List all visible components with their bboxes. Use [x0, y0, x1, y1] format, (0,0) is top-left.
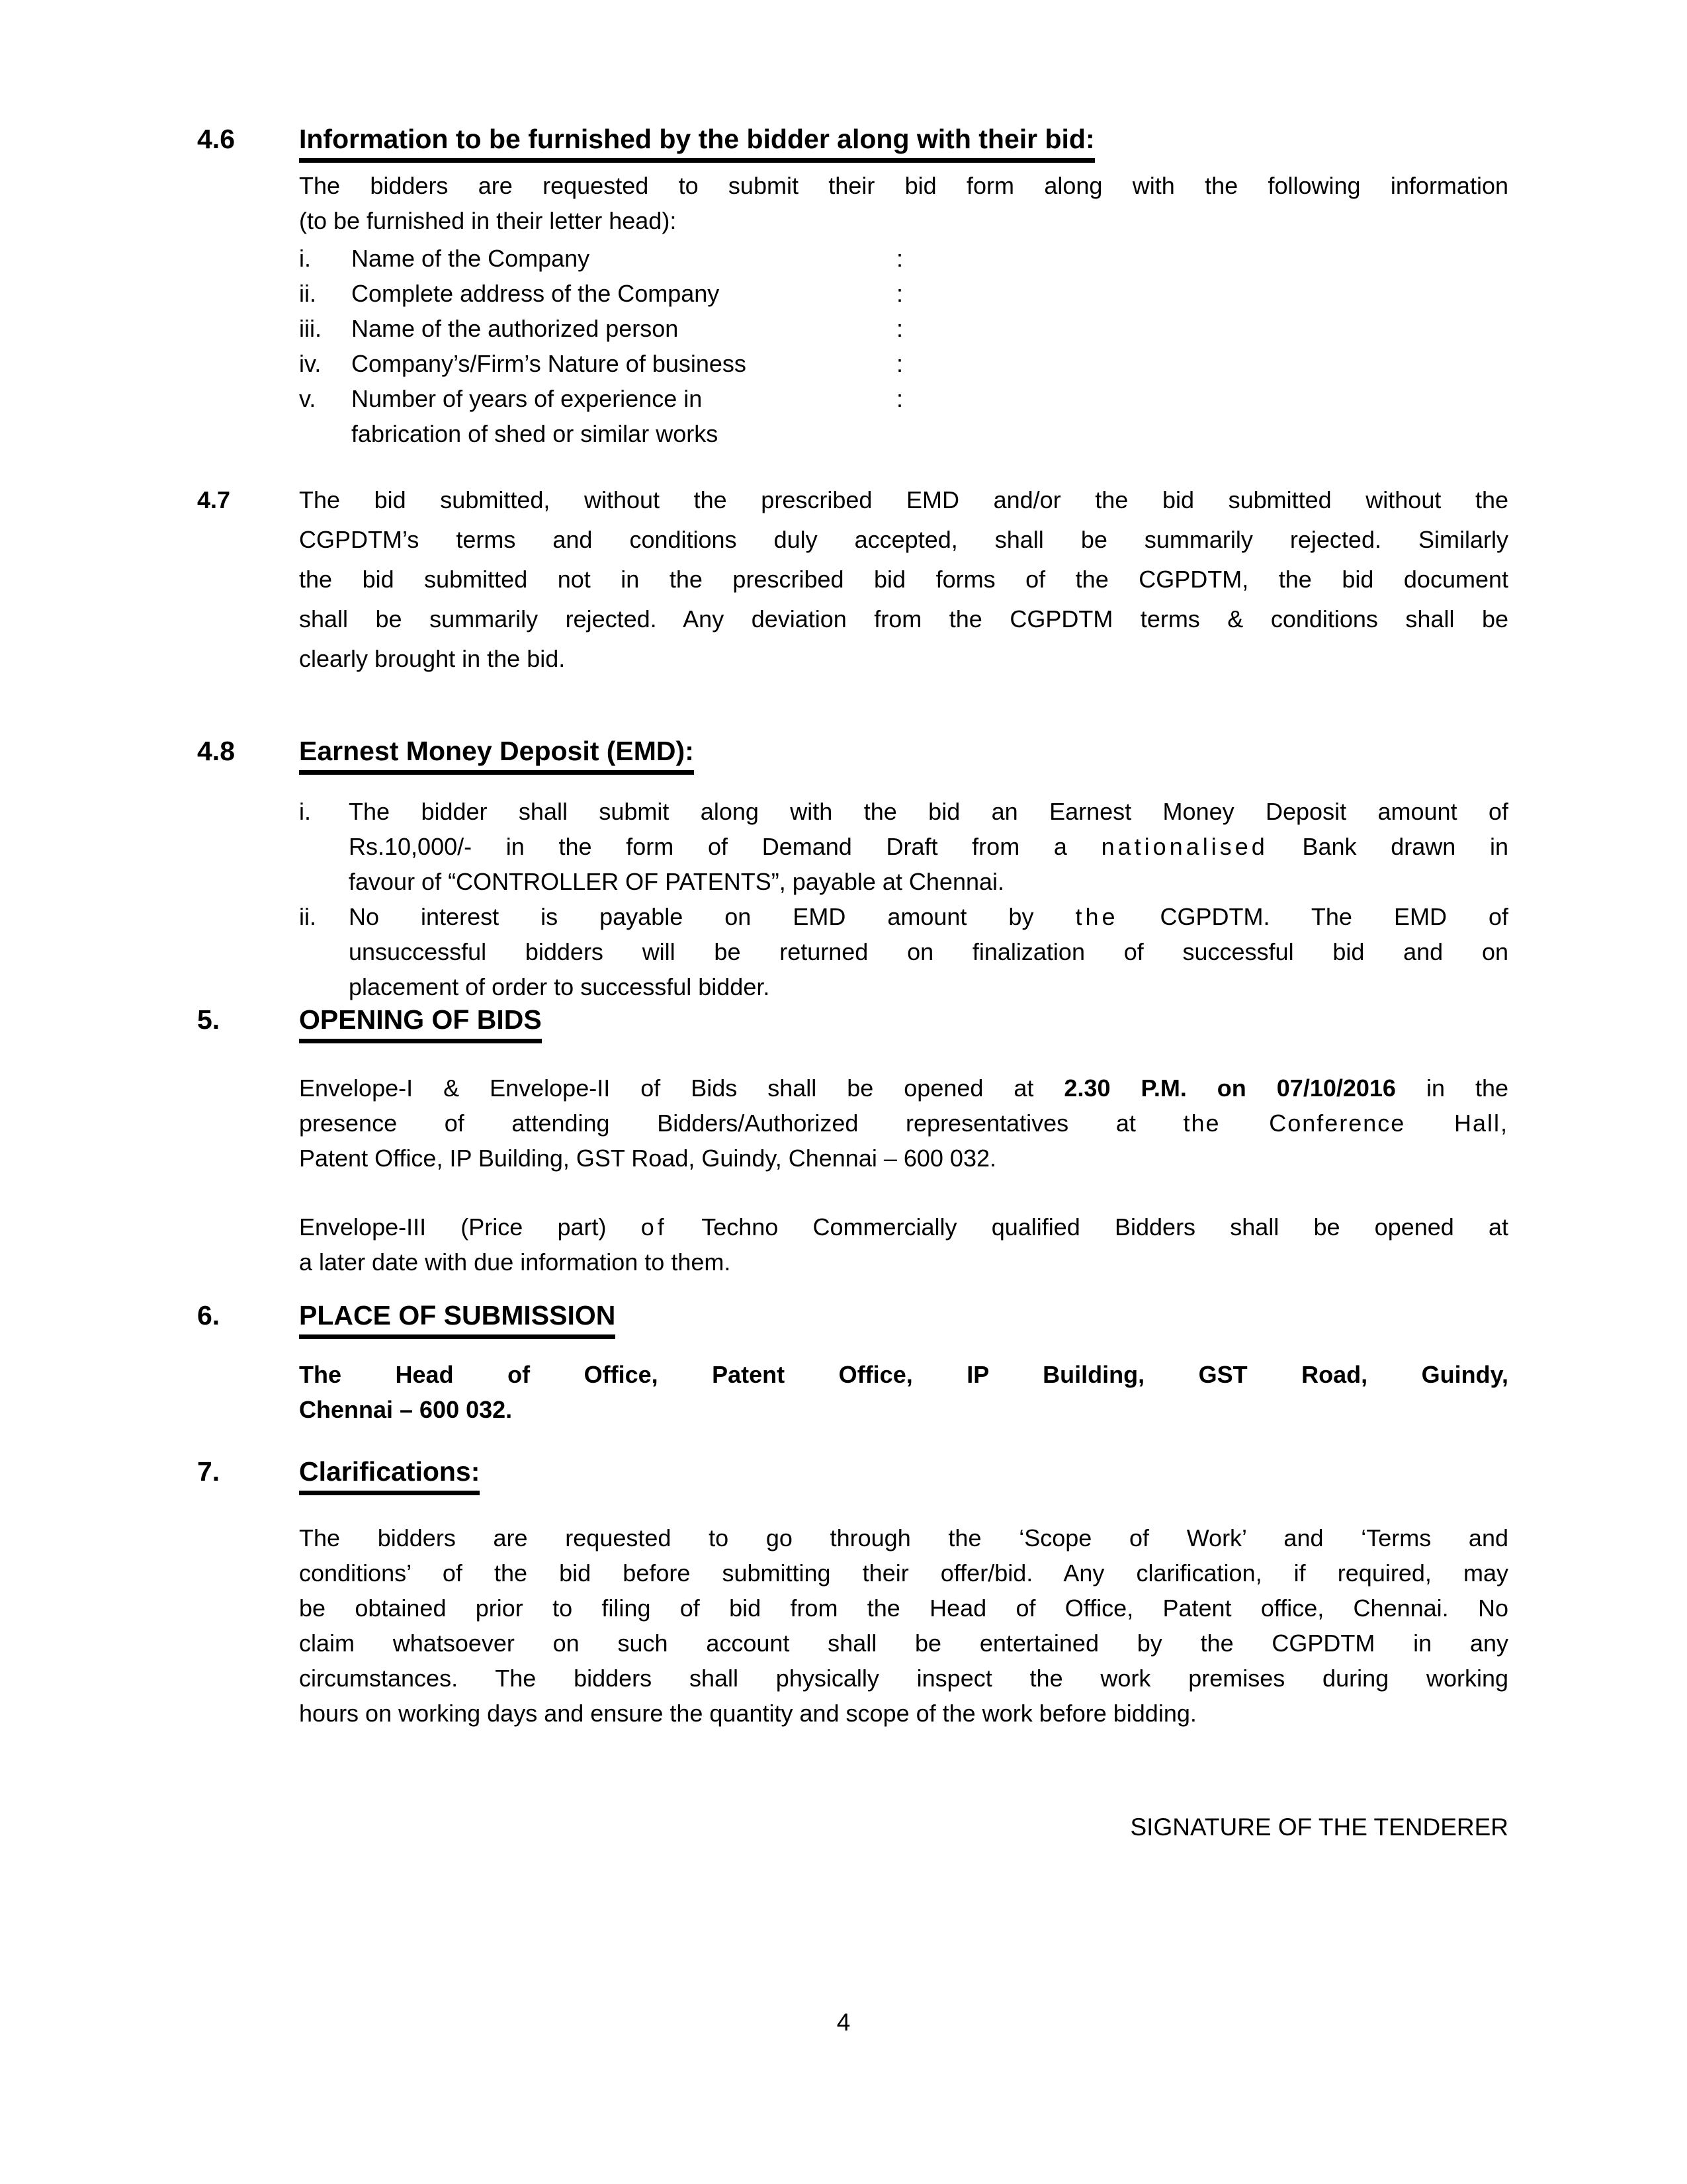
- opening-paragraph-2: [299, 1209, 1508, 1280]
- paragraph-line: a later date with due information to them.: [299, 1248, 731, 1276]
- text-segment: in the: [1395, 1074, 1508, 1102]
- list-item-text: Complete address of the Company: [351, 280, 720, 307]
- list-item-numeral: ii.: [299, 280, 316, 307]
- section-number: 6.: [197, 1300, 220, 1331]
- paragraph-line: unsuccessful bidders will be returned on finalization of successful bid and on: [349, 938, 1508, 965]
- paragraph-line: Chennai – 600 032.: [299, 1396, 513, 1423]
- paragraph-line: The Head of Office, Patent Office, IP Building, GST Road, Guindy,: [299, 1361, 1508, 1388]
- list-item-numeral: iii.: [299, 315, 322, 342]
- clarifications-paragraph: [299, 1520, 1508, 1731]
- list-item-text: Name of the authorized person: [351, 315, 679, 342]
- opening-paragraph-1: [299, 1070, 1508, 1176]
- text-segment: nationalised: [1101, 833, 1268, 860]
- text-segment: the Conference Hall,: [1183, 1110, 1508, 1137]
- section-4-6-intro: [299, 168, 1508, 238]
- text-segment: Envelope-III (Price part): [299, 1213, 641, 1241]
- list-item-colon: :: [896, 280, 904, 307]
- paragraph-line: [299, 1106, 1508, 1141]
- paragraph-line: [299, 1209, 1508, 1245]
- paragraph-line: The bid submitted, without the prescribed EMD and/or the bid submitted without the: [299, 486, 1508, 513]
- paragraph-line: [299, 1070, 1508, 1106]
- paragraph-line: shall be summarily rejected. Any deviation from the CGPDTM terms & conditions shall be: [299, 605, 1508, 633]
- paragraph-line: Patent Office, IP Building, GST Road, Guindy, Chennai – 600 032.: [299, 1145, 997, 1172]
- section-heading: OPENING OF BIDS: [299, 1001, 1508, 1038]
- list-item: [299, 276, 1508, 311]
- paragraph-line: conditions’ of the bid before submitting their offer/bid. Any clarification, if required, may: [299, 1559, 1508, 1587]
- paragraph-line: (to be furnished in their letter head):: [299, 207, 677, 234]
- list-item: [299, 311, 1508, 346]
- section-heading: Earnest Money Deposit (EMD):: [299, 732, 1508, 769]
- paragraph-line: the bid submitted not in the prescribed bid forms of the CGPDTM, the bid document: [299, 566, 1508, 593]
- list-item-numeral: iv.: [299, 350, 322, 377]
- list-item-colon: :: [896, 245, 904, 272]
- section-5: [197, 1001, 1508, 1280]
- paragraph-line: [349, 899, 1508, 934]
- list-item-colon: :: [896, 350, 904, 377]
- list-item-text: Company’s/Firm’s Nature of business: [351, 350, 746, 377]
- paragraph-line: The bidders are requested to go through the ‘Scope of Work’ and ‘Terms and: [299, 1524, 1508, 1551]
- text-segment: Bank drawn in: [1268, 833, 1508, 860]
- list-item-text: Number of years of experience in: [351, 385, 703, 412]
- section-number: 4.6: [197, 124, 235, 154]
- list-item-colon: :: [896, 315, 904, 342]
- signature-line: SIGNATURE OF THE TENDERER: [1130, 1813, 1508, 1841]
- text-segment: Envelope-I & Envelope-II of Bids shall be opened at: [299, 1074, 1064, 1102]
- list-item: [299, 346, 1508, 381]
- paragraph-line: placement of order to successful bidder.: [349, 973, 770, 1000]
- text-segment: presence of attending Bidders/Authorized representatives at: [299, 1110, 1184, 1137]
- paragraph-line: [349, 829, 1508, 864]
- text-segment: Rs.10,000/- in the form of Demand Draft from a: [349, 833, 1102, 860]
- paragraph-line: circumstances. The bidders shall physically inspect the work premises during working: [299, 1665, 1508, 1692]
- section-number: 5.: [197, 1004, 220, 1035]
- text-segment: Techno Commercially qualified Bidders shall be opened at: [667, 1213, 1509, 1241]
- section-number: 4.8: [197, 736, 235, 766]
- paragraph-line: be obtained prior to filing of bid from the Head of Office, Patent office, Chennai. No: [299, 1594, 1508, 1622]
- section-heading: PLACE OF SUBMISSION: [299, 1297, 1508, 1334]
- text-segment: No interest is payable on EMD amount by: [349, 903, 1076, 930]
- section-heading: Information to be furnished by the bidder along with their bid:: [299, 120, 1508, 157]
- list-item: [299, 241, 1508, 276]
- list-item-numeral: v.: [299, 385, 316, 412]
- section-4-6: [197, 120, 1508, 451]
- list-item-text: Name of the Company: [351, 245, 590, 272]
- text-segment: CGPDTM. The EMD of: [1118, 903, 1508, 930]
- paragraph-line: clearly brought in the bid.: [299, 645, 566, 672]
- paragraph-line: hours on working days and ensure the quantity and scope of the work before bidding.: [299, 1700, 1197, 1727]
- text-segment: of: [640, 1213, 668, 1241]
- section-6: [197, 1297, 1508, 1427]
- section-4-7: [197, 480, 1508, 679]
- text-segment: the: [1075, 903, 1119, 930]
- bidder-info-list: [299, 241, 1508, 451]
- section-4-8: [197, 732, 1508, 1004]
- list-item-numeral: ii.: [299, 903, 316, 930]
- paragraph-line: CGPDTM’s terms and conditions duly accepted, shall be summarily rejected. Similarly: [299, 526, 1508, 553]
- paragraph-line: The bidders are requested to submit their bid form along with the following information: [299, 172, 1508, 199]
- text-segment: 2.30 P.M. on 07/10/2016: [1064, 1074, 1396, 1102]
- list-item: [299, 381, 1508, 416]
- emd-item-2: [299, 899, 1508, 1004]
- list-item-numeral: i.: [299, 245, 311, 272]
- paragraph-line: favour of “CONTROLLER OF PATENTS”, payable at Chennai.: [349, 868, 1005, 895]
- paragraph-line: The bidder shall submit along with the bid an Earnest Money Deposit amount of: [349, 798, 1508, 825]
- submission-paragraph: [299, 1357, 1508, 1427]
- list-item-numeral: i.: [299, 798, 311, 825]
- section-number: 4.7: [197, 486, 231, 513]
- paragraph-line: claim whatsoever on such account shall be entertained by the CGPDTM in any: [299, 1630, 1508, 1657]
- list-item-text: fabrication of shed or similar works: [351, 420, 718, 447]
- section-7: [197, 1453, 1508, 1731]
- section-4-7-paragraph: [299, 480, 1508, 679]
- section-heading: Clarifications:: [299, 1453, 1508, 1490]
- emd-item-1: [299, 794, 1508, 899]
- list-item-continuation: [299, 416, 1508, 451]
- section-number: 7.: [197, 1456, 220, 1487]
- list-item-colon: :: [896, 385, 904, 412]
- page-number: 4: [836, 2009, 851, 2036]
